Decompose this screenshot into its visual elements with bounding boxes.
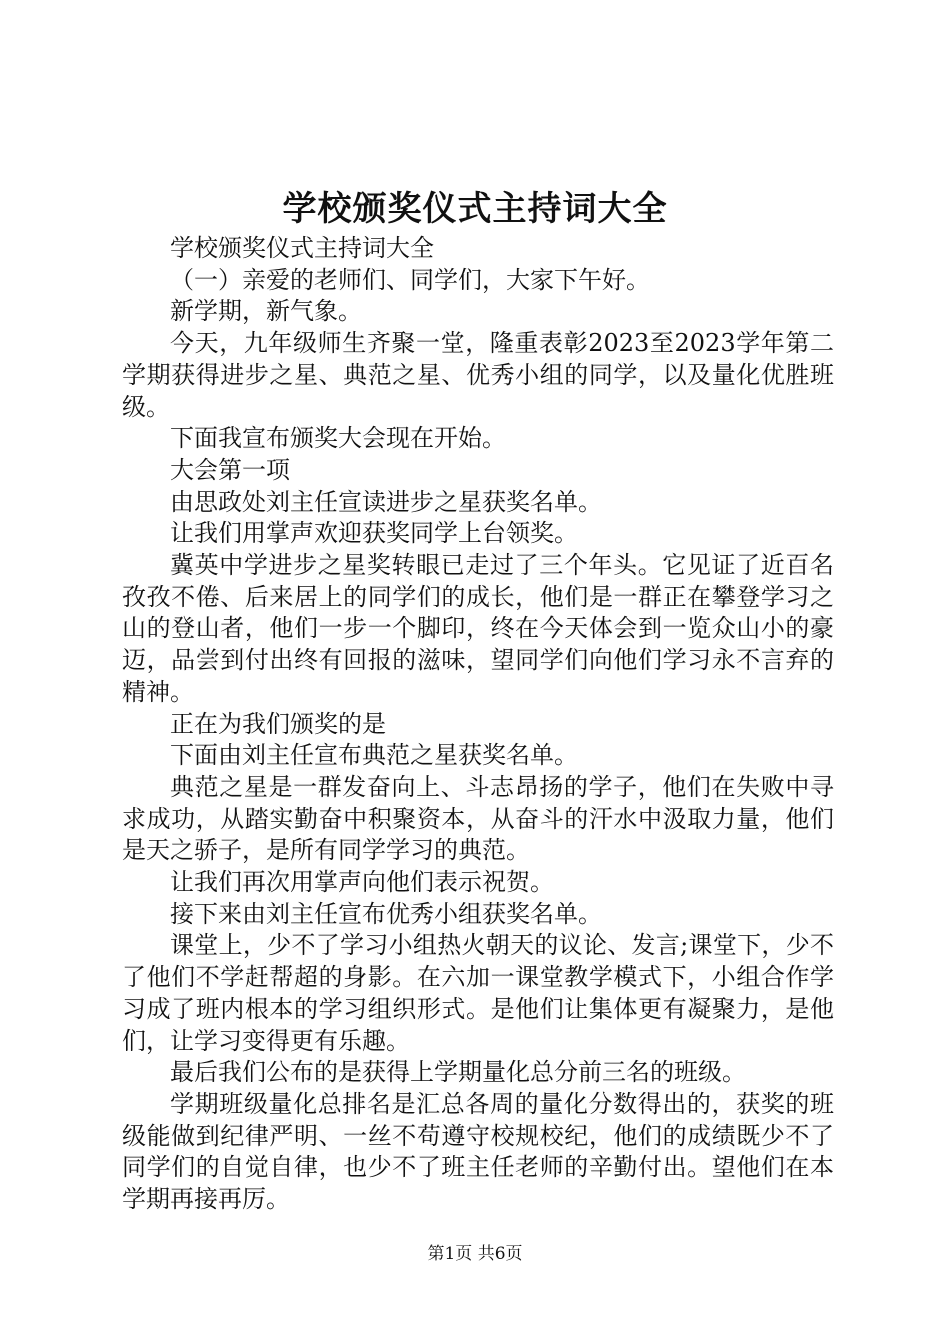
paragraph: 课堂上，少不了学习小组热火朝天的议论、发言;课堂下，少不了他们不学赶帮超的身影。在六加一课堂教学模式下，小组合作学习成了班内根本的学习组织形式。是他们让集体更有凝聚力，是他们，让学习变得更有乐趣。 — [122, 931, 834, 1055]
paragraph: 让我们用掌声欢迎获奖同学上台领奖。 — [170, 519, 578, 548]
paragraph: 下面我宣布颁奖大会现在开始。 — [170, 424, 506, 453]
page-number-footer: 第1页 共6页 — [427, 1244, 523, 1264]
paragraph: 今天，九年级师生齐聚一堂，隆重表彰2023至2023学年第二学期获得进步之星、典范之星、优秀小组的同学，以及量化优胜班级。 — [122, 329, 834, 421]
paragraph: 正在为我们颁奖的是 — [170, 709, 386, 738]
paragraph: 学校颁奖仪式主持词大全 — [170, 234, 434, 262]
paragraph: 学期班级量化总排名是汇总各周的量化分数得出的，获奖的班级能做到纪律严明、一丝不苟遵守校规校纪，他们的成绩既少不了同学们的自觉自律，也少不了班主任老师的辛勤付出。望他们在本学期再接再厉。 — [122, 1089, 834, 1214]
paragraph: 下面由刘主任宣布典范之星获奖名单。 — [170, 741, 578, 770]
paragraph: 冀英中学进步之星奖转眼已走过了三个年头。它见证了近百名孜孜不倦、后来居上的同学们的成长，他们是一群正在攀登学习之山的登山者，他们一步一个脚印，终在今天体会到一览众山小的豪迈，品尝到付出终有回报的滋味，望同学们向他们学习永不言弃的精神。 — [122, 551, 834, 706]
paragraph: 大会第一项 — [170, 455, 290, 484]
paragraph: 让我们再次用掌声向他们表示祝贺。 — [170, 868, 554, 897]
paragraph: 由思政处刘主任宣读进步之星获奖名单。 — [170, 487, 602, 516]
paragraph: 接下来由刘主任宣布优秀小组获奖名单。 — [170, 899, 602, 928]
paragraph: 典范之星是一群发奋向上、斗志昂扬的学子，他们在失败中寻求成功，从踏实勤奋中积聚资本，从奋斗的汗水中汲取力量，他们是天之骄子，是所有同学学习的典范。 — [122, 772, 834, 865]
document-body — [122, 233, 834, 1216]
document-title: 学校颁奖仪式主持词大全 — [282, 189, 668, 229]
paragraph: 新学期，新气象。 — [170, 297, 362, 326]
paragraph: 最后我们公布的是获得上学期量化总分前三名的班级。 — [170, 1058, 746, 1087]
paragraph: （一）亲爱的老师们、同学们，大家下午好。 — [170, 265, 650, 294]
